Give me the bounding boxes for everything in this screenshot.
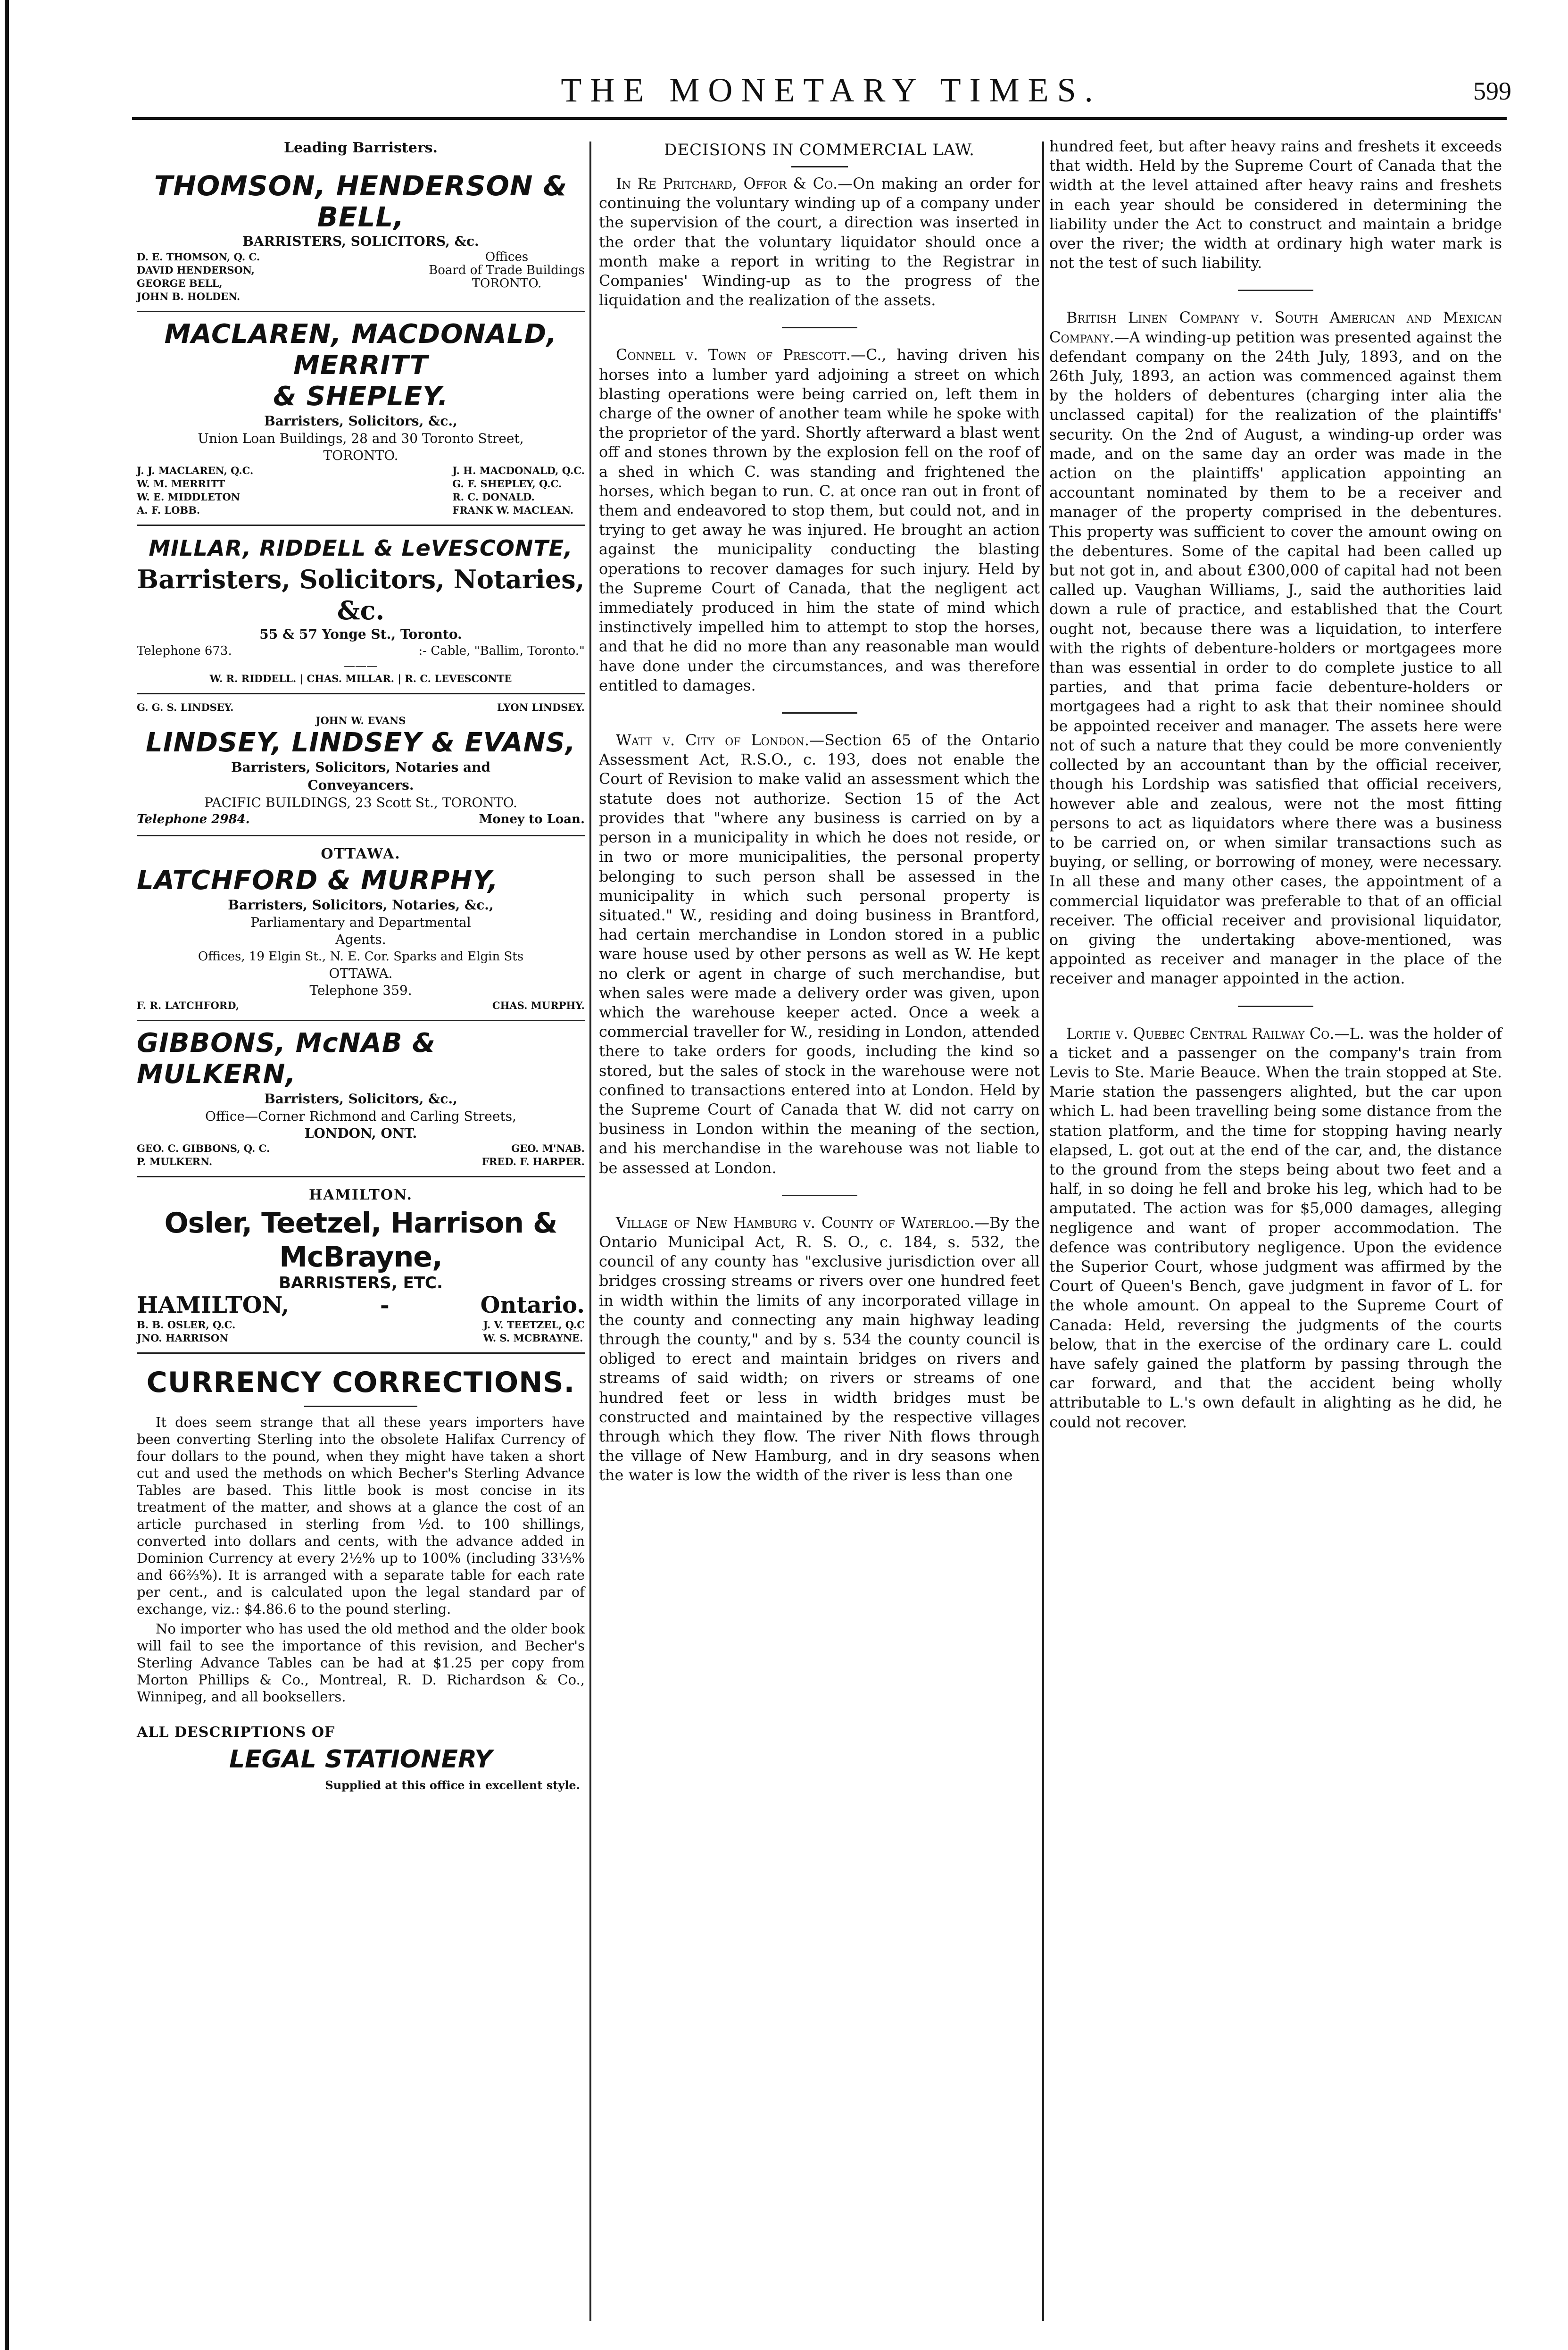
masthead-title: THE MONETARY TIMES. [561,71,1102,109]
firm-qualifications: BARRISTERS, SOLICITORS, &c. [242,233,479,249]
case-separator [782,1195,857,1196]
ad-line: ALL DESCRIPTIONS OF [137,1724,335,1741]
heading-rule [304,1406,417,1407]
case-separator [782,327,857,328]
decisions-text [1049,137,1502,1432]
case-pritchard [599,174,1040,310]
partner-name: J. V. TEETZEL, Q.C [483,1319,585,1331]
city-heading: OTTAWA. [321,846,401,862]
card-gibbons [137,1021,585,1177]
firm-qualifications: Barristers, Solicitors, Notaries, &c., [228,897,494,913]
column-barristers [137,137,585,2322]
partner-names-mid [137,714,585,727]
column-decisions-cont [1049,137,1502,2322]
office-line: TORONTO. [472,276,542,291]
firm-qualifications: BARRISTERS, ETC. [279,1274,443,1292]
firm-qualifications: Barristers, Solicitors, Notaries, &c. [137,564,585,625]
section-heading: DECISIONS IN COMMERCIAL LAW. [664,141,975,159]
partner-name: GEORGE BELL, [137,277,223,289]
heading-rule [791,166,848,167]
currency-heading: CURRENCY CORRECTIONS. [146,1366,575,1399]
paragraph: It does seem strange that all these years importers have been converting Sterling into the obsolete Halifax Currency of four dollars to the pound, when they might have taken a short cut and used the methods on which Becher's Sterling Advance Tables are based. This little book is most concise in its treatment of the matter, and shows at a glance the cost of an article purchased in sterling from ½d. to 100 shillings, converted into dollars and cents, with the advance added in Dominion Currency at every 2½% up to 100% (including 33⅓% and 66⅔%). It is arranged with a separate table for each rate per cent., and is calculated upon the legal standard par of exchange, viz.: $4.86.6 to the pound sterling. [137,1414,585,1617]
case-body: —On making an order for continuing the voluntary winding up of a company under the supervision of the court, a direction was inserted in the order that the voluntary liquidator should once a month make a report in writing to the Registrar in Companies' Winding-up as to the progress of the liquidation and the realization of the assets. [599,175,1040,309]
telephone: Telephone 2984. [137,812,250,826]
column-rule-1 [589,142,591,2321]
case-title: British Linen Company v. South American and Mexican Company. [1049,308,1502,346]
firm-name: GIBBONS, McNAB & MULKERN, [137,1028,436,1090]
card-thomson [137,164,585,312]
firm-name: LINDSEY, LINDSEY & EVANS, [146,727,576,758]
case-separator [1238,290,1313,291]
legal-stationery-ad [137,1724,585,1792]
directory-heading: Leading Barristers. [283,140,438,156]
firm-qualifications: Barristers, Solicitors, Notaries and [231,759,491,775]
firm-address: Union Loan Buildings, 28 and 30 Toronto Street, [198,431,524,446]
case-watt [599,731,1040,1178]
firm-city: LONDON, ONT. [304,1125,417,1141]
column-rule-2 [1042,142,1044,2321]
card-latchford [137,836,585,1021]
partner-names [137,464,585,517]
partner-name: DAVID HENDERSON, [137,264,255,276]
partner-name: JNO. HARRISON [137,1332,229,1344]
firm-qualifications-cont: Conveyancers. [307,777,414,793]
partner-name: W. E. MIDDLETON [137,491,240,503]
agents-line-cont: Agents. [335,932,386,947]
partner-name: FRANK W. MACLEAN. [452,504,574,516]
location-province: Ontario. [480,1292,585,1318]
firm-location [137,1292,585,1318]
firm-qualifications: Barristers, Solicitors, &c., [264,413,457,429]
firm-name: Osler, Teetzel, Harrison & McBrayne, [164,1207,557,1274]
partner-name: JOHN B. HOLDEN. [137,291,241,302]
card-lindsey [137,694,585,836]
partner-name: A. F. LOBB. [137,504,200,516]
column-decisions [599,137,1040,2322]
case-title: Village of New Hamburg v. County of Waterloo. [616,1213,975,1232]
partner-name: GEO. C. GIBBONS, Q. C. [137,1142,270,1154]
binding-edge-rule [5,0,9,2350]
case-connell [599,345,1040,695]
case-separator [1238,1006,1313,1007]
office-line: Offices [485,250,529,264]
partner-name: W. S. MCBRAYNE. [483,1332,583,1344]
office-line: Board of Trade Buildings [429,263,585,277]
case-title: Watt v. City of London. [616,731,810,750]
separator: ——— [344,659,378,672]
partner-names [137,999,585,1012]
case-british-linen [1049,308,1502,988]
case-title: In Re Pritchard, Offor & Co. [616,175,838,192]
partner-name: G. F. SHEPLEY, Q.C. [452,478,562,490]
case-new-hamburg-cont: hundred feet, but after heavy rains and freshets it exceeds that width. Held by the Supreme Court of Canada that the width at the level attained after heavy rains and freshets in each year should be considered in determining the liability under the Act to construct and maintain a bridge over the river; the width at ordinary high water mark is not the test of such liability. [1049,137,1502,272]
partner-name: W. R. RIDDELL. | CHAS. MILLAR. | R. C. LEVESCONTE [209,673,512,684]
partner-name: J. J. MACLAREN, Q.C. [137,465,254,476]
ad-line: Supplied at this office in excellent style. [325,1778,580,1792]
partner-names [137,672,585,685]
firm-address: Offices, 19 Elgin St., N. E. Cor. Sparks and Elgin Sts [198,950,524,964]
case-body: —Section 65 of the Ontario Assessment Act, R.S.O., c. 193, does not enable the Court of Revision to make valid an assessment which the statute does not authorize. Section 15 of the Act provides that "where any business is carried on by a person in a municipality in which he does not reside, or in two or more municipalities, the personal property belonging to such person shall be assessed in the municipality in which such personal property is situated." W., residing and doing business in Brantford, had certain merchandise in London stored in a public ware house used by other persons as well as W. He kept no clerk or agent in charge of such merchandise, but when sales were made a delivery order was given, upon which the warehouse keeper acted. Once a week a commercial traveller for W., residing in London, attended there to take orders for goods, including the kind so stored, but the sales of stock in the warehouse were not confined to transactions entered into at London. Held by the Supreme Court of Canada that W. did not carry on business in London within the meaning of the section, and his merchandise in the warehouse was not liable to be assessed at London. [599,731,1040,1177]
partner-name: W. M. MERRITT [137,478,225,490]
paragraph: No importer who has used the old method and the older book will fail to see the importance of this revision, and Becher's Sterling Advance Tables can be had at $1.25 per copy from Morton Phillips & Co., Montreal, R. D. Richardson & Co., Winnipeg, and all booksellers. [137,1621,585,1705]
partner-name: LYON LINDSEY. [497,701,585,713]
partner-name: F. R. LATCHFORD, [137,1000,240,1011]
case-body: —C., having driven his horses into a lumber yard adjoining a street on which blasting operations were being carried on, left them in charge of the owner of another team while he spoke with the proprietor of the yard. Shortly afterward a blast went off and stones thrown by the explosion fell on the roof of a shed in which C. was standing and frightened the horses, which began to run. C. at once ran out in front of them and endeavored to stop them, but could not, and in trying to get away he was injured. He brought an action against the municipality conducting the blasting operations to recover damages for such injury. Held by the Supreme Court of Canada, that the negligent act immediately produced in him the state of mind which instinctively impelled him to attempt to stop the horses, and that he did no more than any reasonable man would have done under the circumstances, and was therefore entitled to damages. [599,346,1040,694]
firm-name-cont: & SHEPLEY. [273,381,448,412]
partner-names [137,250,585,303]
location-dash: - [380,1292,390,1318]
card-millar [137,526,585,694]
firm-address: Office—Corner Richmond and Carling Streets, [205,1108,516,1124]
partner-name: P. MULKERN. [137,1156,213,1167]
partner-name: GEO. M'NAB. [511,1142,585,1154]
firm-name: THOMSON, HENDERSON & BELL, [154,170,568,233]
card-osler [137,1177,585,1354]
case-title: Lortie v. Quebec Central Railway Co. [1066,1024,1335,1042]
location-city: HAMILTON, [137,1292,290,1318]
currency-article [137,1414,585,1705]
firm-qualifications: Barristers, Solicitors, &c., [264,1091,457,1107]
header-rule [132,117,1507,120]
partner-names [137,701,585,714]
partner-name: B. B. OSLER, Q.C. [137,1319,236,1331]
telephone: Telephone 673. [137,644,232,658]
partner-names [137,1142,585,1168]
partner-name: FRED. F. HARPER. [481,1156,585,1167]
case-title: Connell v. Town of Prescott. [616,346,851,364]
case-new-hamburg [599,1213,1040,1485]
ad-headline: LEGAL STATIONERY [229,1745,492,1774]
city-heading: HAMILTON. [309,1187,413,1203]
cable-address: :- Cable, "Ballim, Toronto." [418,644,585,658]
page-header [132,71,1530,123]
firm-city: TORONTO. [323,448,398,463]
decisions-text [599,174,1040,1485]
firm-name: LATCHFORD & MURPHY, [137,865,498,896]
partner-names [137,1318,585,1345]
contact-line [137,643,585,659]
firm-address: PACIFIC BUILDINGS, 23 Scott St., TORONTO. [204,795,517,810]
partner-name: R. C. DONALD. [452,491,535,503]
page-number: 599 [1473,77,1511,105]
contact-line [137,811,585,827]
telephone: Telephone 359. [309,983,412,998]
partner-name: D. E. THOMSON, Q. C. [137,251,260,263]
partner-name: G. G. S. LINDSEY. [137,701,234,713]
firm-city: OTTAWA. [329,966,393,981]
case-separator [782,712,857,714]
case-body: —By the Ontario Municipal Act, R. S. O., c. 184, s. 532, the council of any county has "exclusive jurisdiction over all bridges crossing streams or rivers over one hundred feet in width within the limits of any incorporated village in the county and connecting any main highway leading through the county," and by s. 534 the county council is obliged to erect and maintain bridges on rivers and streams of said width; on rivers or streams of one hundred feet or less in width bridges must be constructed and maintained by the respective villages through which they flow. The river Nith flows through the village of New Hamburg, and in dry seasons when the water is low the width of the river is less than one [599,1213,1040,1484]
case-lortie [1049,1024,1502,1432]
case-body: —L. was the holder of a ticket and a passenger on the company's train from Levis to Ste. Marie Beauce. When the train stopped at Ste. Marie station the passengers alighted, but the car upon which L. had been travelling being some distance from the station platform, and the time for stopping having nearly elapsed, L. got out at the end of the car, and, the distance to the ground from the steps being about two feet and a half, in so doing he fell and broke his leg, which had to be amputated. The action was for $5,000 damages, alleging negligence and want of proper accommodation. The defence was contributory negligence. Upon the evidence the Superior Court, whose judgment was affirmed by the Court of Queen's Bench, gave judgment in favor of L. for the whole amount. On appeal to the Supreme Court of Canada: Held, reversing the judgments of the courts below, that in the exercise of the ordinary care L. could have safely gained the platform by passing through the car forward, and that the accident being wholly attributable to L.'s own default in alighting as he did, he could not recover. [1049,1024,1502,1431]
case-body: —A winding-up petition was presented against the defendant company on the 24th July, 1893, and on the 26th July, 1893, an action was commenced against them by the holders of debentures (charging inter alia the unclassed capital) for the realization of the plaintiffs' security. On the 2nd of August, a winding-up order was made, and on the same day an order was made in the action on the plaintiffs' application appointing an accountant nominated by them to be a receiver and manager of the property comprised in the debentures. This property was sufficient to cover the amount owing on the debentures. Some of the capital had been called up but not got in, and about £300,000 of capital had not been called up. Vaughan Williams, J., said the authorities laid down a rule of practice, and established that the Court ought not, because there was a liquidation, to interfere with the rights of debenture-holders or mortgagees more than was essential in order to do complete justice to all parties, and that prima facie debenture-holders or mortgagees had a right to ask that their nominee should be appointed receiver and manager. The assets here were not of such a nature that they could be more conveniently collected by an accountant than by the official receiver, though his Lordship was satisfied that official receivers, however able and zealous, were not the most fitting persons to act as liquidators where there was a business to be carried on, or when similar transactions such as buying, or selling, or borrowing of money, were necessary. In all these and many other cases, the appointment of a commercial liquidator was preferable to that of an official receiver. The official receiver and provisional liquidator, on giving the undertaking above-mentioned, was appointed as receiver and manager in the place of the receiver and manager appointed in the action. [1049,328,1502,988]
money-to-loan: Money to Loan. [479,812,585,826]
firm-name: MACLAREN, MACDONALD, MERRITT [164,319,557,381]
partner-name: JOHN W. EVANS [315,715,406,726]
partner-name: J. H. MACDONALD, Q.C. [452,465,585,476]
card-maclaren [137,312,585,526]
partner-name: CHAS. MURPHY. [492,1000,585,1011]
firm-address: 55 & 57 Yonge St., Toronto. [259,626,462,642]
firm-name: MILLAR, RIDDELL & LeVESCONTE, [149,535,573,561]
agents-line: Parliamentary and Departmental [250,915,471,930]
